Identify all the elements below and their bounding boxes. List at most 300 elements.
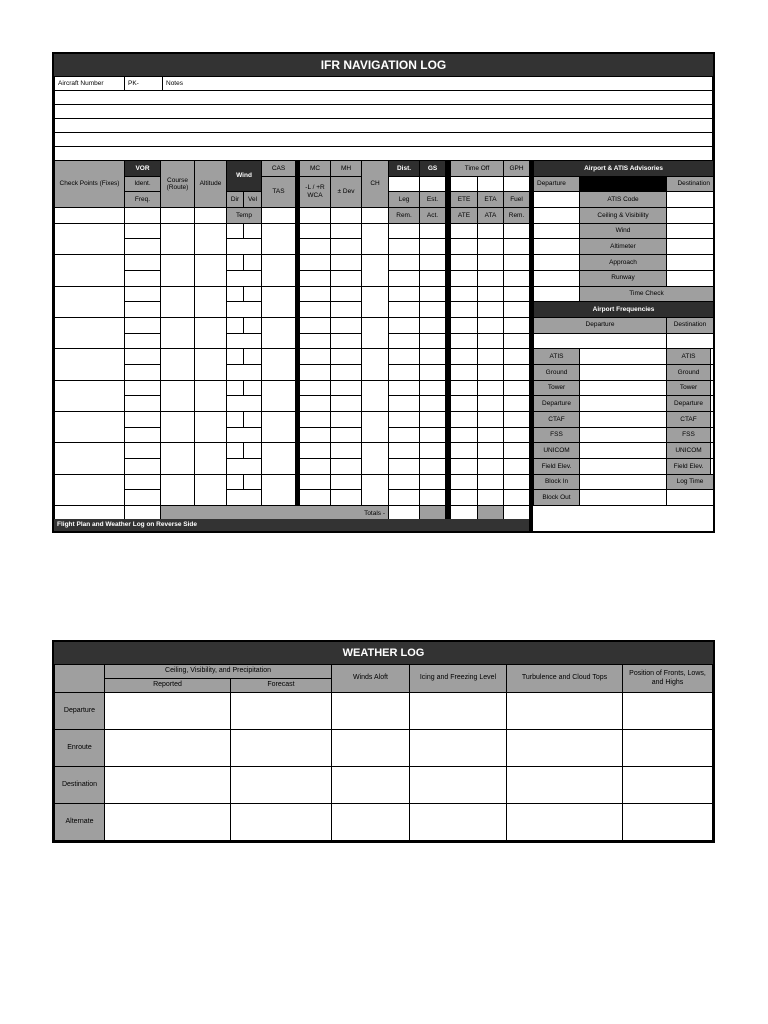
- freq-departure-cell[interactable]: [580, 427, 667, 443]
- dist-cell[interactable]: [389, 270, 420, 286]
- atis-departure-cell[interactable]: [534, 239, 580, 255]
- mc-cell[interactable]: [300, 490, 331, 506]
- check-point-cell[interactable]: [55, 208, 125, 224]
- fuel-cell[interactable]: [504, 349, 530, 365]
- vor-cell[interactable]: [125, 396, 161, 412]
- altitude-cell[interactable]: [195, 380, 227, 411]
- temp-cell[interactable]: [227, 333, 262, 349]
- ch-cell[interactable]: [362, 349, 389, 380]
- ete-cell[interactable]: [451, 286, 478, 302]
- course-cell[interactable]: [161, 412, 195, 443]
- mh-cell[interactable]: [331, 255, 362, 271]
- ch-cell[interactable]: [362, 412, 389, 443]
- mc-cell[interactable]: [300, 349, 331, 365]
- mc-cell[interactable]: [300, 443, 331, 459]
- forecast-cell[interactable]: [231, 693, 332, 730]
- mc-cell[interactable]: [300, 333, 331, 349]
- ete-cell[interactable]: [451, 396, 478, 412]
- ete-header: ETE: [451, 192, 478, 208]
- turbulence-cell[interactable]: [507, 767, 623, 804]
- gs-cell[interactable]: [420, 317, 446, 333]
- gs-cell[interactable]: [420, 380, 446, 396]
- eta-cell[interactable]: [478, 286, 504, 302]
- eta-cell[interactable]: [478, 270, 504, 286]
- pk-label[interactable]: PK-: [125, 77, 163, 91]
- mh-cell[interactable]: [331, 474, 362, 490]
- dist-cell[interactable]: [389, 396, 420, 412]
- dist-cell[interactable]: [389, 474, 420, 490]
- ch-cell[interactable]: [362, 380, 389, 411]
- ete-cell[interactable]: [451, 223, 478, 239]
- check-point-cell[interactable]: [55, 255, 125, 286]
- temp-cell[interactable]: [227, 490, 262, 506]
- wind-dir-cell[interactable]: [227, 317, 244, 333]
- altitude-cell[interactable]: [195, 474, 227, 505]
- ch-cell[interactable]: [362, 317, 389, 348]
- vor-cell[interactable]: [125, 364, 161, 380]
- wind-dir-cell[interactable]: [227, 286, 244, 302]
- course-cell[interactable]: [161, 349, 195, 380]
- log-row: [55, 412, 530, 428]
- atis-destination-cell[interactable]: [667, 223, 714, 239]
- dist-cell[interactable]: [389, 239, 420, 255]
- ch-cell[interactable]: [362, 443, 389, 474]
- est-header: Est.: [420, 192, 446, 208]
- check-point-cell[interactable]: [55, 286, 125, 317]
- ete-cell[interactable]: [451, 317, 478, 333]
- cas-tas-cell[interactable]: [262, 474, 296, 505]
- tas-cell[interactable]: [262, 208, 296, 224]
- atis-departure-cell[interactable]: [534, 255, 580, 271]
- dist-cell[interactable]: [389, 443, 420, 459]
- gs-cell[interactable]: [420, 223, 446, 239]
- gs-cell[interactable]: [420, 239, 446, 255]
- atis-destination-cell[interactable]: [667, 255, 714, 271]
- dist-cell[interactable]: [389, 364, 420, 380]
- eta-cell[interactable]: [478, 443, 504, 459]
- fuel-cell[interactable]: [504, 364, 530, 380]
- dist-cell[interactable]: [389, 380, 420, 396]
- fronts-cell[interactable]: [623, 730, 713, 767]
- cas-tas-cell[interactable]: [262, 380, 296, 411]
- cas-header: CAS: [262, 161, 296, 177]
- wind-vel-cell[interactable]: [244, 443, 262, 459]
- vor-cell[interactable]: [125, 443, 161, 459]
- vor-cell[interactable]: [125, 223, 161, 239]
- wind-vel-cell[interactable]: [244, 223, 262, 239]
- fuel-cell[interactable]: [504, 286, 530, 302]
- ete-cell[interactable]: [451, 302, 478, 318]
- freq-departure-cell[interactable]: [580, 380, 667, 396]
- eta-cell[interactable]: [478, 349, 504, 365]
- fuel-cell[interactable]: [504, 396, 530, 412]
- gs-cell[interactable]: [420, 349, 446, 365]
- reported-cell[interactable]: [105, 730, 231, 767]
- eta-cell[interactable]: [478, 396, 504, 412]
- wind-dir-cell[interactable]: [227, 255, 244, 271]
- turbulence-cell[interactable]: [507, 730, 623, 767]
- fuel-cell[interactable]: [504, 302, 530, 318]
- altitude-cell[interactable]: [195, 412, 227, 443]
- eta-cell[interactable]: [478, 490, 504, 506]
- vor-cell[interactable]: [125, 474, 161, 490]
- gs-cell[interactable]: [420, 427, 446, 443]
- notes-line[interactable]: [55, 147, 713, 161]
- wind-vel-cell[interactable]: [244, 380, 262, 396]
- cas-tas-cell[interactable]: [262, 443, 296, 474]
- altitude-cell[interactable]: [195, 443, 227, 474]
- fuel-cell[interactable]: [504, 474, 530, 490]
- mc-cell[interactable]: [300, 255, 331, 271]
- gs-cell[interactable]: [420, 396, 446, 412]
- check-point-cell[interactable]: [55, 443, 125, 474]
- course-cell[interactable]: [161, 255, 195, 286]
- mh-cell[interactable]: [331, 459, 362, 475]
- wind-dir-cell[interactable]: [227, 349, 244, 365]
- mh-cell[interactable]: [331, 286, 362, 302]
- dist-cell[interactable]: [389, 490, 420, 506]
- vor-cell[interactable]: [125, 302, 161, 318]
- winds-aloft-header: Winds Aloft: [332, 665, 410, 693]
- mh-cell[interactable]: [331, 412, 362, 428]
- winds-aloft-cell[interactable]: [332, 693, 410, 730]
- eta-cell[interactable]: [478, 302, 504, 318]
- temp-cell[interactable]: [227, 270, 262, 286]
- icing-cell[interactable]: [410, 730, 507, 767]
- eta-cell[interactable]: [478, 412, 504, 428]
- atis-departure-cell[interactable]: [534, 270, 580, 286]
- notes-line[interactable]: [55, 105, 713, 119]
- wind-vel-cell[interactable]: [244, 286, 262, 302]
- mc-cell[interactable]: [300, 380, 331, 396]
- freq-departure-cell[interactable]: [580, 443, 667, 459]
- atis-destination-cell[interactable]: [667, 239, 714, 255]
- course-cell[interactable]: [161, 380, 195, 411]
- gs-cell[interactable]: [420, 474, 446, 490]
- vor-cell[interactable]: [125, 270, 161, 286]
- gs-cell[interactable]: [420, 333, 446, 349]
- notes-line[interactable]: [55, 91, 713, 105]
- ete-cell[interactable]: [451, 427, 478, 443]
- mc-cell[interactable]: [300, 474, 331, 490]
- freq-departure-cell[interactable]: [580, 459, 667, 475]
- gs-cell[interactable]: [420, 412, 446, 428]
- fuel-cell[interactable]: [504, 459, 530, 475]
- wind-dir-cell[interactable]: [227, 474, 244, 490]
- dist-cell[interactable]: [389, 317, 420, 333]
- icing-cell[interactable]: [410, 804, 507, 841]
- gs-cell[interactable]: [420, 364, 446, 380]
- aircraft-notes-table: [54, 76, 713, 161]
- forecast-cell[interactable]: [231, 767, 332, 804]
- vor-cell[interactable]: [125, 333, 161, 349]
- forecast-cell[interactable]: [231, 730, 332, 767]
- fronts-cell[interactable]: [623, 693, 713, 730]
- notes-line[interactable]: [55, 119, 713, 133]
- vor-cell[interactable]: [125, 427, 161, 443]
- dist-cell[interactable]: [389, 412, 420, 428]
- fuel-cell[interactable]: [504, 443, 530, 459]
- eta-cell[interactable]: [478, 459, 504, 475]
- check-point-cell[interactable]: [55, 380, 125, 411]
- eta-cell[interactable]: [478, 239, 504, 255]
- mh-cell[interactable]: [331, 396, 362, 412]
- atis-destination-cell[interactable]: [667, 208, 714, 224]
- ch-cell[interactable]: [362, 223, 389, 254]
- check-point-cell[interactable]: [55, 317, 125, 348]
- eta-cell[interactable]: [478, 223, 504, 239]
- winds-aloft-cell[interactable]: [332, 804, 410, 841]
- atis-departure-cell[interactable]: [534, 223, 580, 239]
- mh-cell[interactable]: [331, 239, 362, 255]
- ete-cell[interactable]: [451, 270, 478, 286]
- ch-cell[interactable]: [362, 255, 389, 286]
- icing-cell[interactable]: [410, 693, 507, 730]
- mc-cell[interactable]: [300, 412, 331, 428]
- dist-cell[interactable]: [389, 349, 420, 365]
- atis-departure-cell[interactable]: [534, 208, 580, 224]
- gs-cell[interactable]: [420, 286, 446, 302]
- check-point-cell[interactable]: [55, 412, 125, 443]
- winds-aloft-cell[interactable]: [332, 767, 410, 804]
- gs-input[interactable]: [420, 176, 446, 192]
- wind-vel-cell[interactable]: [244, 255, 262, 271]
- ete-cell[interactable]: [451, 474, 478, 490]
- vor-cell[interactable]: [125, 255, 161, 271]
- gs-cell[interactable]: [420, 490, 446, 506]
- fuel-cell[interactable]: [504, 270, 530, 286]
- block-out-cell[interactable]: [580, 490, 667, 506]
- eta-cell[interactable]: [478, 255, 504, 271]
- mh-cell[interactable]: [331, 443, 362, 459]
- mc-cell[interactable]: [300, 302, 331, 318]
- mh-cell[interactable]: [331, 364, 362, 380]
- gs-cell[interactable]: [420, 255, 446, 271]
- fuel-cell[interactable]: [504, 380, 530, 396]
- freq-departure-cell[interactable]: [580, 412, 667, 428]
- ete-cell[interactable]: [451, 380, 478, 396]
- mh-cell[interactable]: [331, 380, 362, 396]
- altitude-cell[interactable]: [195, 255, 227, 286]
- altitude-cell[interactable]: [195, 317, 227, 348]
- mc-cell[interactable]: [300, 286, 331, 302]
- vor-cell[interactable]: [125, 286, 161, 302]
- wind-vel-cell[interactable]: [244, 317, 262, 333]
- temp-cell[interactable]: [227, 302, 262, 318]
- eta-cell[interactable]: [478, 364, 504, 380]
- reported-cell[interactable]: [105, 804, 231, 841]
- eta-cell[interactable]: [478, 427, 504, 443]
- block-in-cell[interactable]: [580, 474, 667, 490]
- gs-cell[interactable]: [420, 443, 446, 459]
- fuel-cell[interactable]: [504, 412, 530, 428]
- ch-cell[interactable]: [362, 208, 389, 224]
- temp-cell[interactable]: [227, 239, 262, 255]
- freq-header: Freq.: [125, 192, 161, 208]
- gs-cell[interactable]: [420, 270, 446, 286]
- freq-blank[interactable]: [534, 333, 667, 349]
- mc-cell[interactable]: [300, 208, 331, 224]
- ete-cell[interactable]: [451, 490, 478, 506]
- dist-input[interactable]: [389, 176, 420, 192]
- freq-destination-label: CTAF: [667, 412, 711, 427]
- dist-cell[interactable]: [389, 427, 420, 443]
- check-point-cell[interactable]: [55, 349, 125, 380]
- cas-tas-cell[interactable]: [262, 286, 296, 317]
- mh-cell[interactable]: [331, 333, 362, 349]
- time-check-cell[interactable]: [534, 286, 580, 302]
- ete-cell[interactable]: [451, 349, 478, 365]
- course-cell[interactable]: [161, 208, 195, 224]
- mc-cell[interactable]: [300, 270, 331, 286]
- temp-cell[interactable]: [227, 396, 262, 412]
- temp-cell[interactable]: [227, 459, 262, 475]
- ete-cell[interactable]: [451, 459, 478, 475]
- reported-cell[interactable]: [105, 767, 231, 804]
- mh-cell[interactable]: [331, 208, 362, 224]
- wind-vel-cell[interactable]: [244, 349, 262, 365]
- temp-cell[interactable]: [227, 427, 262, 443]
- course-cell[interactable]: [161, 223, 195, 254]
- leg-header: Leg: [389, 192, 420, 208]
- wind-vel-cell[interactable]: [244, 474, 262, 490]
- time-off-input[interactable]: [451, 176, 478, 192]
- eta-cell[interactable]: [478, 317, 504, 333]
- mh-cell[interactable]: [331, 270, 362, 286]
- mh-cell[interactable]: [331, 317, 362, 333]
- dist-cell[interactable]: [389, 333, 420, 349]
- log-time-cell[interactable]: [667, 490, 714, 506]
- check-point-cell[interactable]: [55, 474, 125, 505]
- cas-tas-cell[interactable]: [262, 255, 296, 286]
- freq-destination-group: [667, 364, 714, 380]
- freq-departure-cell[interactable]: [580, 364, 667, 380]
- dist-cell[interactable]: [389, 223, 420, 239]
- mc-cell[interactable]: [300, 239, 331, 255]
- ch-cell[interactable]: [362, 286, 389, 317]
- winds-aloft-cell[interactable]: [332, 730, 410, 767]
- vor-cell[interactable]: [125, 459, 161, 475]
- course-cell[interactable]: [161, 317, 195, 348]
- cas-tas-cell[interactable]: [262, 349, 296, 380]
- vor-cell[interactable]: [125, 380, 161, 396]
- dist-cell[interactable]: [389, 302, 420, 318]
- notes-label[interactable]: Notes: [163, 77, 713, 91]
- ete-cell[interactable]: [451, 443, 478, 459]
- eta-cell[interactable]: [478, 333, 504, 349]
- mh-cell[interactable]: [331, 223, 362, 239]
- atis-item-label: Wind: [580, 223, 667, 239]
- temp-cell[interactable]: [227, 364, 262, 380]
- atis-departure-cell[interactable]: [534, 192, 580, 208]
- vor-cell[interactable]: [125, 490, 161, 506]
- mc-cell[interactable]: [300, 459, 331, 475]
- fuel-cell[interactable]: [504, 239, 530, 255]
- wind-vel-cell[interactable]: [244, 412, 262, 428]
- check-point-cell[interactable]: [55, 223, 125, 254]
- mh-cell[interactable]: [331, 427, 362, 443]
- wind-dir-cell[interactable]: [227, 223, 244, 239]
- mh-cell[interactable]: [331, 302, 362, 318]
- forecast-cell[interactable]: [231, 804, 332, 841]
- mh-cell[interactable]: [331, 349, 362, 365]
- freq-blank[interactable]: [667, 333, 714, 349]
- dist-cell[interactable]: [389, 459, 420, 475]
- icing-cell[interactable]: [410, 767, 507, 804]
- cas-tas-cell[interactable]: [262, 223, 296, 254]
- fuel-cell[interactable]: [504, 223, 530, 239]
- wind-dir-cell[interactable]: [227, 443, 244, 459]
- atis-destination-cell[interactable]: [667, 270, 714, 286]
- atis-destination-cell[interactable]: [667, 192, 714, 208]
- mc-cell[interactable]: [300, 396, 331, 412]
- temp-header: Temp: [227, 208, 262, 224]
- mc-cell[interactable]: [300, 427, 331, 443]
- time-off-input[interactable]: [478, 176, 504, 192]
- vor-cell[interactable]: [125, 208, 161, 224]
- gs-cell[interactable]: [420, 302, 446, 318]
- fuel-cell[interactable]: [504, 333, 530, 349]
- turbulence-cell[interactable]: [507, 693, 623, 730]
- cas-tas-cell[interactable]: [262, 412, 296, 443]
- notes-line[interactable]: [55, 133, 713, 147]
- altitude-cell[interactable]: [195, 208, 227, 224]
- ete-cell[interactable]: [451, 364, 478, 380]
- time-check-label: Time Check: [580, 286, 714, 302]
- mc-cell[interactable]: [300, 364, 331, 380]
- eta-cell[interactable]: [478, 380, 504, 396]
- freq-departure-cell[interactable]: [580, 396, 667, 412]
- freq-departure-cell[interactable]: [580, 349, 667, 365]
- ete-cell[interactable]: [451, 255, 478, 271]
- eta-cell[interactable]: [478, 474, 504, 490]
- turbulence-cell[interactable]: [507, 804, 623, 841]
- mc-cell[interactable]: [300, 317, 331, 333]
- fronts-cell[interactable]: [623, 767, 713, 804]
- vor-cell[interactable]: [125, 317, 161, 333]
- mh-cell[interactable]: [331, 490, 362, 506]
- atis-header-fill: [580, 176, 667, 192]
- altitude-cell[interactable]: [195, 286, 227, 317]
- dist-cell[interactable]: [389, 255, 420, 271]
- course-cell[interactable]: [161, 286, 195, 317]
- fuel-cell[interactable]: [504, 427, 530, 443]
- cas-tas-cell[interactable]: [262, 317, 296, 348]
- gph-input[interactable]: [504, 176, 530, 192]
- ch-cell[interactable]: [362, 474, 389, 505]
- fronts-cell[interactable]: [623, 804, 713, 841]
- vor-cell[interactable]: [125, 412, 161, 428]
- course-cell[interactable]: [161, 443, 195, 474]
- reported-cell[interactable]: [105, 693, 231, 730]
- course-cell[interactable]: [161, 474, 195, 505]
- ete-cell[interactable]: [451, 333, 478, 349]
- ete-cell[interactable]: [451, 412, 478, 428]
- fuel-cell[interactable]: [504, 490, 530, 506]
- altitude-cell[interactable]: [195, 223, 227, 254]
- fuel-cell[interactable]: [504, 255, 530, 271]
- fuel-cell[interactable]: [504, 317, 530, 333]
- wind-dir-cell[interactable]: [227, 380, 244, 396]
- ete-cell[interactable]: [451, 239, 478, 255]
- vor-cell[interactable]: [125, 349, 161, 365]
- wind-dir-cell[interactable]: [227, 412, 244, 428]
- dist-cell[interactable]: [389, 286, 420, 302]
- altitude-cell[interactable]: [195, 349, 227, 380]
- mc-cell[interactable]: [300, 223, 331, 239]
- vor-cell[interactable]: [125, 239, 161, 255]
- gs-cell[interactable]: [420, 459, 446, 475]
